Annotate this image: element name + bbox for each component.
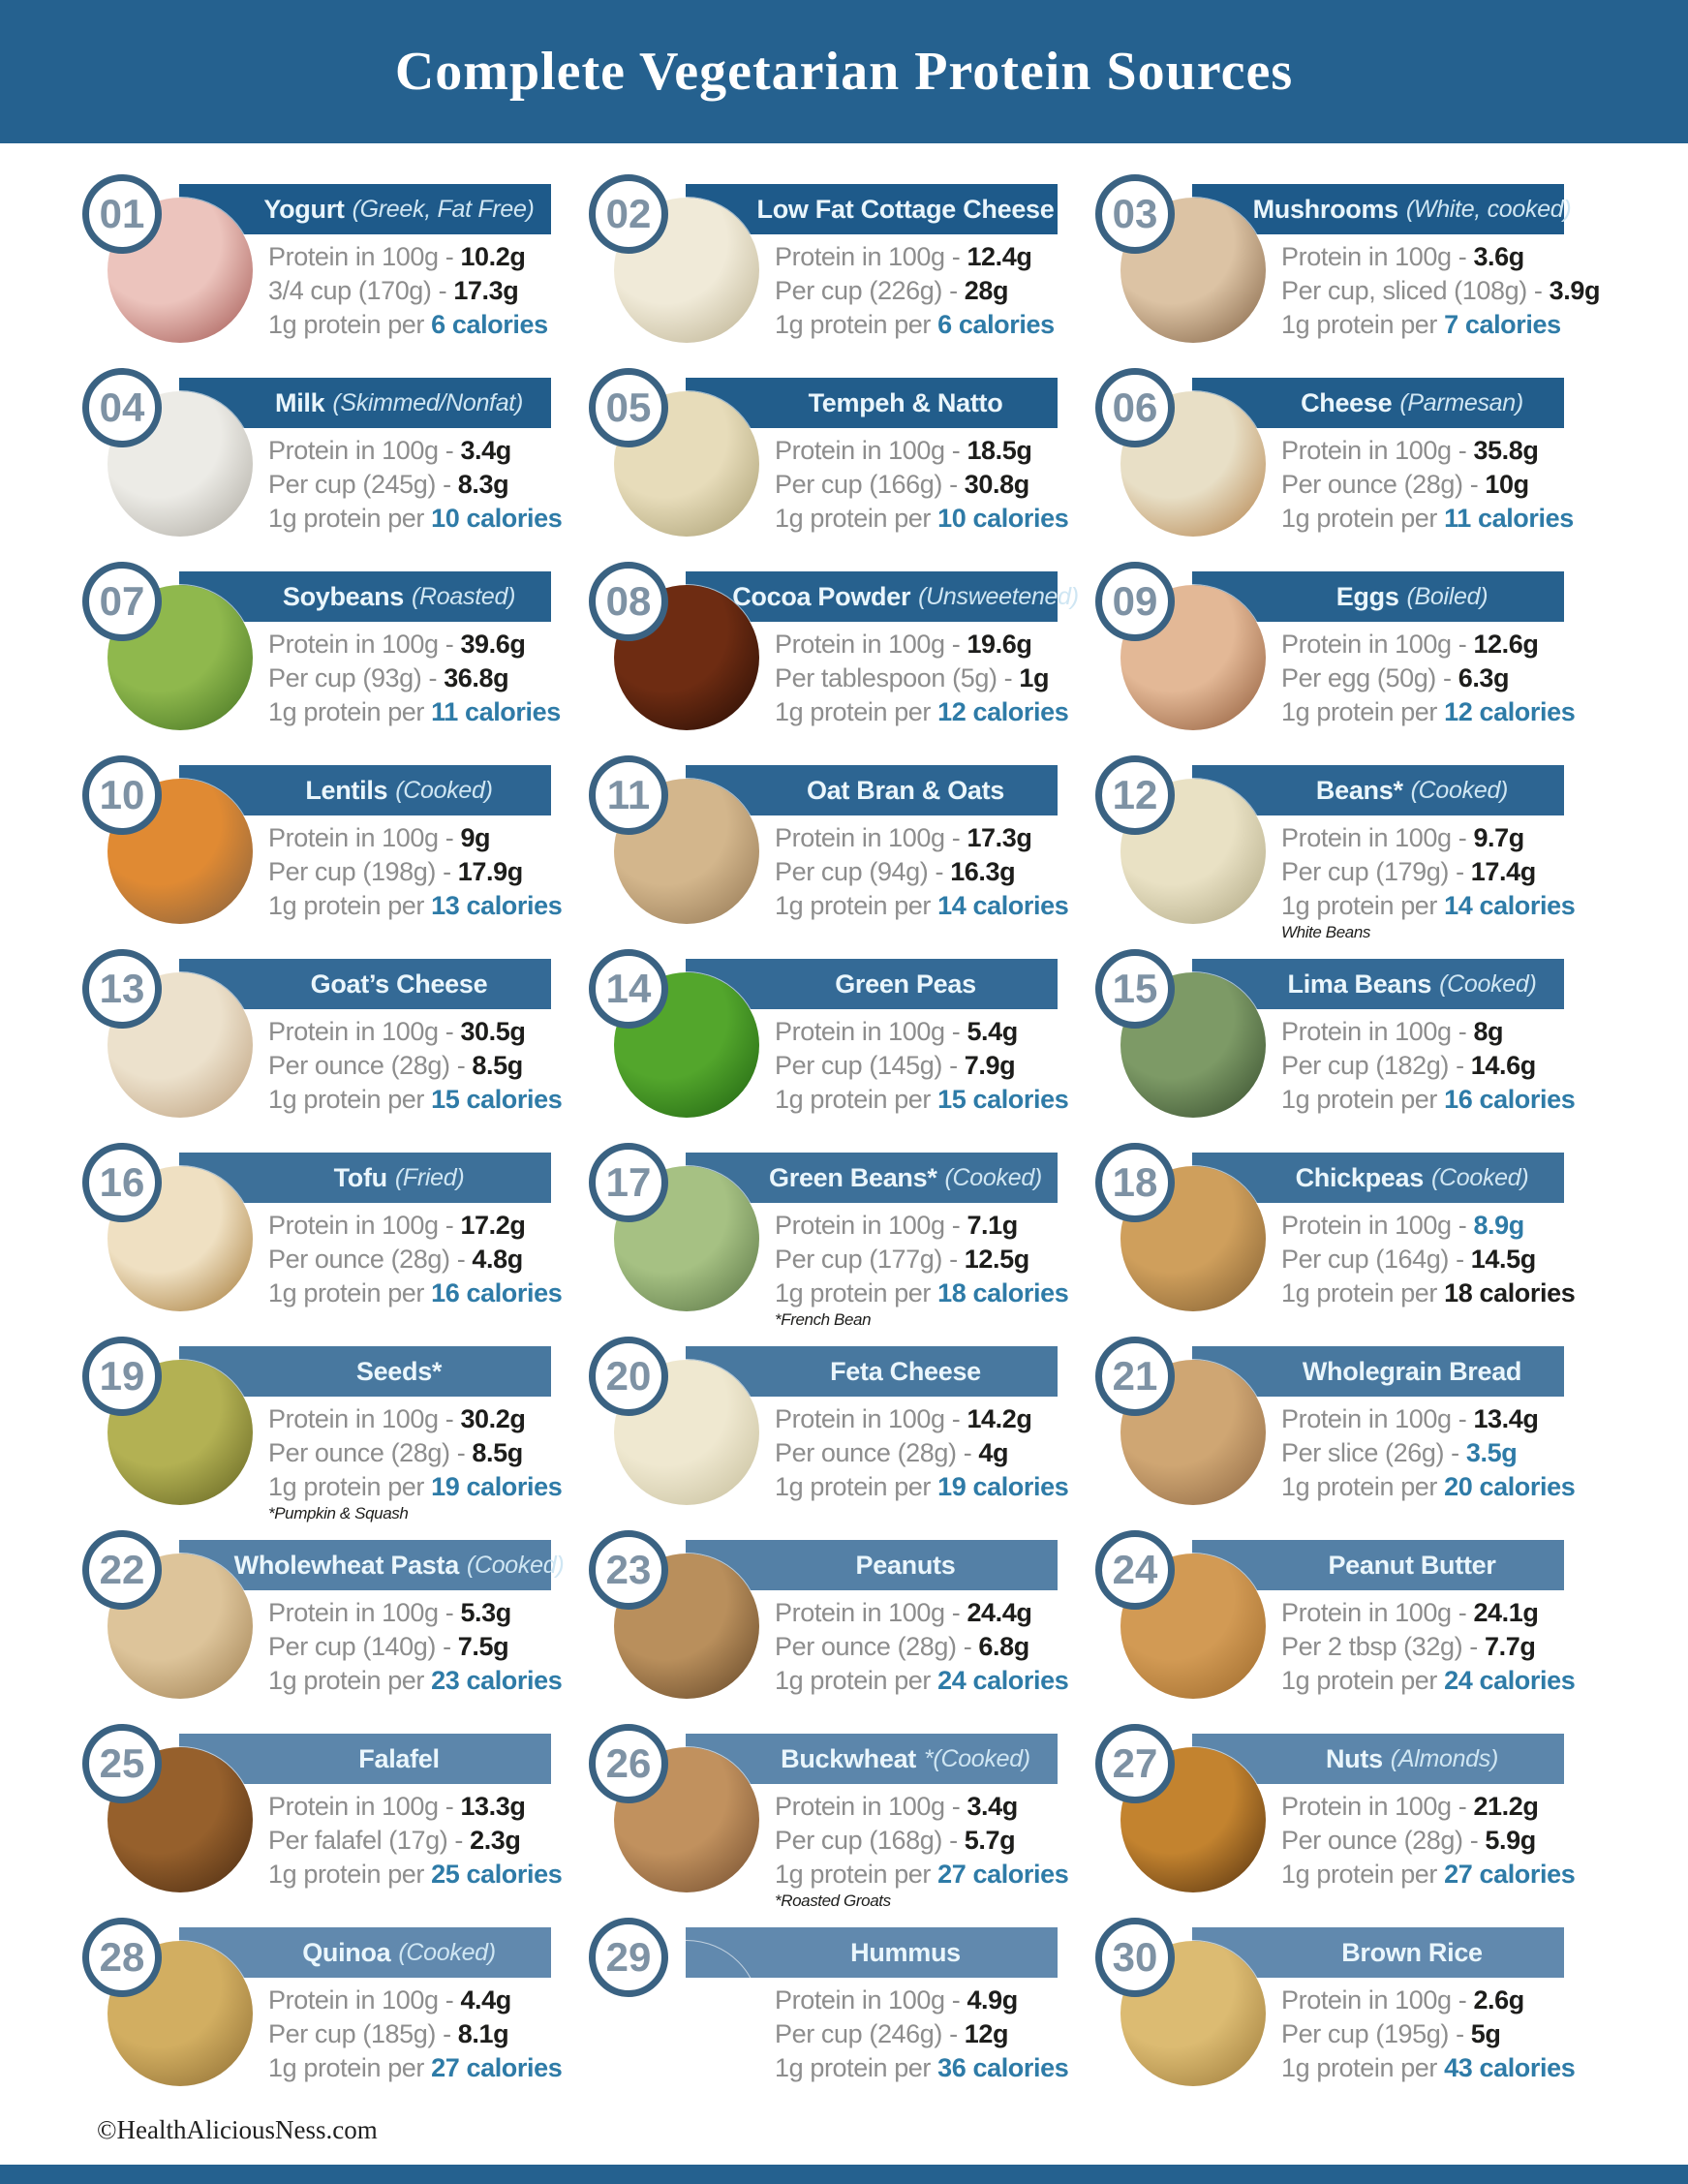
food-name: Soybeans — [282, 581, 405, 611]
protein-per-calories-line: 1g protein per 43 calories — [1281, 2053, 1576, 2082]
protein-per-100g-line: Protein in 100g - 12.4g — [775, 242, 1032, 271]
protein-per-calories-line: 1g protein per 13 calories — [268, 891, 563, 920]
protein-per-serving-line: Per cup (94g) - 16.3g — [775, 857, 1016, 886]
protein-per-serving-line: Per 2 tbsp (32g) - 7.7g — [1281, 1632, 1536, 1661]
protein-source-card — [1095, 368, 1574, 562]
item-stats — [268, 1209, 562, 1310]
protein-per-serving-line: Per falafel (17g) - 2.3g — [268, 1826, 521, 1855]
page-title: Complete Vegetarian Protein Sources — [394, 42, 1294, 102]
food-qualifier: (Almonds) — [1390, 1744, 1499, 1772]
protein-per-serving-line: Per cup (182g) - 14.6g — [1281, 1051, 1536, 1080]
item-stats — [268, 1402, 562, 1523]
item-stats — [775, 1209, 1068, 1330]
protein-source-card — [1095, 949, 1576, 1143]
protein-per-serving-line: Per cup (164g) - 14.5g — [1281, 1245, 1536, 1274]
item-stats — [1281, 1402, 1575, 1504]
rank-number-badge: 11 — [589, 755, 668, 835]
protein-per-calories-line: 1g protein per 15 calories — [775, 1085, 1069, 1114]
protein-per-serving-line: Per ounce (28g) - 8.5g — [268, 1438, 523, 1467]
food-qualifier: (Skimmed/Nonfat) — [332, 388, 523, 416]
food-name: Oat Bran & Oats — [806, 775, 1005, 805]
protein-per-calories-line: 1g protein per 14 calories — [1281, 891, 1576, 920]
protein-per-calories-line: 1g protein per 16 calories — [268, 1278, 563, 1307]
food-qualifier: (Cooked) — [398, 1938, 496, 1966]
protein-per-100g-line: Protein in 100g - 3.6g — [1281, 242, 1524, 271]
protein-source-card — [82, 949, 563, 1143]
protein-source-card — [82, 755, 563, 949]
protein-source-card — [82, 1337, 563, 1530]
food-name: Falafel — [358, 1743, 440, 1773]
protein-per-calories-line: 1g protein per 19 calories — [268, 1472, 563, 1501]
item-footnote: White Beans — [1281, 923, 1370, 941]
item-stats — [1281, 1790, 1575, 1892]
item-stats — [775, 628, 1068, 729]
protein-per-serving-line: Per tablespoon (5g) - 1g — [775, 663, 1050, 692]
protein-source-card — [589, 1724, 1069, 1918]
protein-source-card — [589, 368, 1069, 562]
food-qualifier: (Cooked) — [944, 1163, 1042, 1191]
protein-per-serving-line: Per cup (226g) - 28g — [775, 276, 1009, 305]
food-qualifier: (Boiled) — [1406, 582, 1489, 610]
protein-per-100g-line: Protein in 100g - 13.3g — [268, 1792, 526, 1821]
food-name: Chickpeas — [1295, 1162, 1424, 1192]
protein-source-card — [589, 755, 1069, 949]
protein-source-card — [589, 1143, 1069, 1337]
food-name: Wholewheat Pasta — [233, 1550, 459, 1580]
protein-per-serving-line: Per cup (168g) - 5.7g — [775, 1826, 1016, 1855]
protein-per-calories-line: 1g protein per 10 calories — [268, 504, 563, 533]
protein-source-card — [589, 562, 1079, 755]
rank-number-badge: 02 — [589, 174, 668, 254]
protein-per-100g-line: Protein in 100g - 18.5g — [775, 436, 1032, 465]
rank-number-badge: 29 — [589, 1918, 668, 1997]
protein-per-calories-line: 1g protein per 20 calories — [1281, 1472, 1576, 1501]
item-stats — [1281, 1209, 1575, 1310]
protein-per-serving-line: Per cup (198g) - 17.9g — [268, 857, 523, 886]
protein-source-card — [82, 562, 561, 755]
rank-number-badge: 19 — [82, 1337, 162, 1416]
food-name: Tofu — [333, 1162, 387, 1192]
protein-per-serving-line: Per ounce (28g) - 4.8g — [268, 1245, 523, 1274]
protein-per-calories-line: 1g protein per 15 calories — [268, 1085, 563, 1114]
protein-per-100g-line: Protein in 100g - 3.4g — [775, 1792, 1018, 1821]
rank-number-badge: 13 — [82, 949, 162, 1029]
item-stats — [268, 240, 548, 342]
protein-source-card — [589, 174, 1063, 368]
rank-number-badge: 28 — [82, 1918, 162, 1997]
rank-number-badge: 16 — [82, 1143, 162, 1222]
protein-per-100g-line: Protein in 100g - 17.3g — [775, 823, 1032, 852]
food-name: Green Peas — [835, 969, 976, 999]
protein-per-calories-line: 1g protein per 7 calories — [1281, 310, 1561, 339]
rank-number-badge: 04 — [82, 368, 162, 447]
food-qualifier: (Cooked) — [466, 1551, 565, 1579]
protein-per-serving-line: Per ounce (28g) - 10g — [1281, 470, 1529, 499]
protein-per-100g-line: Protein in 100g - 24.1g — [1281, 1598, 1539, 1627]
rank-number-badge: 06 — [1095, 368, 1175, 447]
rank-number-badge: 10 — [82, 755, 162, 835]
item-stats — [268, 1790, 562, 1892]
food-name: Peanuts — [855, 1550, 956, 1580]
rank-number-badge: 17 — [589, 1143, 668, 1222]
protein-per-100g-line: Protein in 100g - 17.2g — [268, 1211, 526, 1240]
food-name: Quinoa — [302, 1937, 391, 1967]
food-qualifier: (Cooked) — [1430, 1163, 1529, 1191]
food-name: Lentils — [305, 775, 388, 805]
protein-per-100g-line: Protein in 100g - 8.9g — [1281, 1211, 1524, 1240]
protein-per-100g-line: Protein in 100g - 24.4g — [775, 1598, 1032, 1627]
item-stats — [1281, 1015, 1575, 1117]
item-stats — [775, 821, 1068, 923]
protein-per-calories-line: 1g protein per 6 calories — [775, 310, 1055, 339]
item-stats — [775, 240, 1055, 342]
item-stats — [268, 1015, 562, 1117]
protein-per-serving-line: Per cup (140g) - 7.5g — [268, 1632, 509, 1661]
protein-source-card — [82, 1143, 563, 1337]
food-qualifier: (Cooked) — [395, 776, 493, 804]
item-stats — [775, 1402, 1068, 1504]
protein-per-calories-line: 1g protein per 12 calories — [775, 697, 1069, 726]
rank-number-badge: 25 — [82, 1724, 162, 1803]
protein-per-100g-line: Protein in 100g - 10.2g — [268, 242, 526, 271]
food-name: Lima Beans — [1287, 969, 1432, 999]
item-stats — [1281, 1984, 1575, 2085]
protein-per-calories-line: 1g protein per 18 calories — [1281, 1278, 1576, 1307]
food-qualifier: (Greek, Fat Free) — [352, 195, 535, 223]
protein-source-card — [82, 368, 563, 562]
rank-number-badge: 22 — [82, 1530, 162, 1610]
food-name: Low Fat Cottage Cheese — [756, 194, 1055, 224]
protein-per-calories-line: 1g protein per 27 calories — [1281, 1860, 1576, 1889]
protein-per-serving-line: Per cup (195g) - 5g — [1281, 2019, 1501, 2048]
protein-per-serving-line: Per ounce (28g) - 8.5g — [268, 1051, 523, 1080]
food-qualifier: (Cooked) — [1410, 776, 1509, 804]
protein-per-calories-line: 1g protein per 11 calories — [1281, 504, 1574, 533]
protein-per-100g-line: Protein in 100g - 3.4g — [268, 436, 511, 465]
item-stats — [775, 434, 1068, 536]
item-stats — [1281, 240, 1600, 342]
protein-per-calories-line: 1g protein per 18 calories — [775, 1278, 1069, 1307]
protein-source-card — [82, 1918, 563, 2111]
item-footnote: *French Bean — [775, 1310, 872, 1329]
protein-per-100g-line: Protein in 100g - 14.2g — [775, 1404, 1032, 1433]
protein-per-calories-line: 1g protein per 10 calories — [775, 504, 1069, 533]
protein-per-serving-line: Per cup (185g) - 8.1g — [268, 2019, 509, 2048]
protein-per-serving-line: Per cup (179g) - 17.4g — [1281, 857, 1536, 886]
protein-per-serving-line: Per cup (145g) - 7.9g — [775, 1051, 1016, 1080]
items-grid — [0, 143, 1688, 2111]
protein-per-serving-line: Per egg (50g) - 6.3g — [1281, 663, 1510, 692]
item-footnote: *Pumpkin & Squash — [268, 1504, 409, 1523]
protein-per-calories-line: 1g protein per 24 calories — [1281, 1666, 1576, 1695]
copyright-text: ©HealthAliciousNess.com — [97, 2115, 378, 2144]
protein-per-calories-line: 1g protein per 19 calories — [775, 1472, 1069, 1501]
rank-number-badge: 01 — [82, 174, 162, 254]
protein-source-card — [1095, 1918, 1576, 2111]
protein-per-100g-line: Protein in 100g - 30.5g — [268, 1017, 526, 1046]
protein-per-100g-line: Protein in 100g - 19.6g — [775, 630, 1032, 659]
food-qualifier: (Unsweetened) — [918, 582, 1079, 610]
protein-per-calories-line: 1g protein per 27 calories — [775, 1860, 1069, 1889]
rank-number-badge: 26 — [589, 1724, 668, 1803]
protein-source-card — [1095, 1143, 1576, 1337]
food-name: Mushrooms — [1252, 194, 1398, 224]
protein-per-serving-line: Per ounce (28g) - 4g — [775, 1438, 1009, 1467]
protein-per-serving-line: Per cup, sliced (108g) - 3.9g — [1281, 276, 1601, 305]
protein-per-serving-line: Per ounce (28g) - 6.8g — [775, 1632, 1029, 1661]
food-qualifier: *(Cooked) — [923, 1744, 1030, 1772]
protein-per-100g-line: Protein in 100g - 9g — [268, 823, 491, 852]
food-name: Yogurt — [263, 194, 345, 224]
rank-number-badge: 27 — [1095, 1724, 1175, 1803]
protein-per-100g-line: Protein in 100g - 21.2g — [1281, 1792, 1539, 1821]
protein-source-card — [1095, 755, 1576, 949]
protein-source-card — [82, 1530, 565, 1724]
item-stats — [1281, 821, 1575, 942]
protein-per-serving-line: 3/4 cup (170g) - 17.3g — [268, 276, 519, 305]
rank-number-badge: 03 — [1095, 174, 1175, 254]
protein-per-calories-line: 1g protein per 12 calories — [1281, 697, 1576, 726]
rank-number-badge: 30 — [1095, 1918, 1175, 1997]
protein-per-serving-line: Per cup (177g) - 12.5g — [775, 1245, 1029, 1274]
protein-per-calories-line: 1g protein per 16 calories — [1281, 1085, 1576, 1114]
protein-per-100g-line: Protein in 100g - 5.4g — [775, 1017, 1018, 1046]
protein-source-card — [1095, 562, 1576, 755]
protein-source-card — [1095, 174, 1601, 368]
food-name: Feta Cheese — [830, 1356, 981, 1386]
protein-per-calories-line: 1g protein per 24 calories — [775, 1666, 1069, 1695]
protein-per-serving-line: Per slice (26g) - 3.5g — [1281, 1438, 1518, 1467]
protein-per-100g-line: Protein in 100g - 5.3g — [268, 1598, 511, 1627]
protein-source-card — [82, 1724, 563, 1918]
rank-number-badge: 09 — [1095, 562, 1175, 641]
rank-number-badge: 08 — [589, 562, 668, 641]
item-stats — [1281, 1596, 1575, 1698]
food-name: Buckwheat — [781, 1743, 916, 1773]
protein-per-100g-line: Protein in 100g - 7.1g — [775, 1211, 1018, 1240]
protein-source-card — [589, 949, 1069, 1143]
item-stats — [775, 1596, 1068, 1698]
rank-number-badge: 07 — [82, 562, 162, 641]
bottom-band — [0, 2165, 1688, 2184]
rank-number-badge: 15 — [1095, 949, 1175, 1029]
protein-per-calories-line: 1g protein per 14 calories — [775, 891, 1069, 920]
protein-per-serving-line: Per cup (166g) - 30.8g — [775, 470, 1029, 499]
food-qualifier: (White, cooked) — [1405, 195, 1572, 223]
rank-number-badge: 12 — [1095, 755, 1175, 835]
protein-source-card — [589, 1530, 1069, 1724]
rank-number-badge: 21 — [1095, 1337, 1175, 1416]
protein-source-card — [1095, 1724, 1576, 1918]
food-name: Peanut Butter — [1328, 1550, 1496, 1580]
item-footnote: *Roasted Groats — [775, 1892, 891, 1910]
protein-per-serving-line: Per cup (246g) - 12g — [775, 2019, 1009, 2048]
protein-source-card — [82, 174, 557, 368]
protein-per-100g-line: Protein in 100g - 13.4g — [1281, 1404, 1539, 1433]
rank-number-badge: 14 — [589, 949, 668, 1029]
food-name: Cheese — [1301, 387, 1393, 417]
protein-source-card — [589, 1918, 1069, 2111]
food-name: Beans* — [1315, 775, 1403, 805]
item-stats — [775, 1015, 1068, 1117]
protein-per-calories-line: 1g protein per 6 calories — [268, 310, 548, 339]
food-name: Nuts — [1325, 1743, 1383, 1773]
food-name: Hummus — [850, 1937, 961, 1967]
protein-per-calories-line: 1g protein per 11 calories — [268, 697, 561, 726]
protein-per-calories-line: 1g protein per 36 calories — [775, 2053, 1069, 2082]
food-name: Eggs — [1335, 581, 1399, 611]
item-stats — [775, 1790, 1068, 1911]
item-stats — [268, 434, 562, 536]
protein-source-card — [1095, 1530, 1576, 1724]
title-band — [0, 0, 1688, 143]
item-stats — [268, 1984, 562, 2085]
food-name: Seeds* — [355, 1356, 443, 1386]
item-stats — [1281, 434, 1574, 536]
rank-number-badge: 20 — [589, 1337, 668, 1416]
protein-per-calories-line: 1g protein per 23 calories — [268, 1666, 563, 1695]
protein-per-100g-line: Protein in 100g - 9.7g — [1281, 823, 1524, 852]
food-name: Tempeh & Natto — [808, 387, 1003, 417]
food-name: Cocoa Powder — [732, 581, 911, 611]
food-name: Wholegrain Bread — [1302, 1356, 1522, 1386]
protein-per-calories-line: 1g protein per 25 calories — [268, 1860, 563, 1889]
protein-per-serving-line: Per ounce (28g) - 5.9g — [1281, 1826, 1536, 1855]
protein-per-100g-line: Protein in 100g - 4.4g — [268, 1985, 511, 2015]
protein-per-100g-line: Protein in 100g - 12.6g — [1281, 630, 1539, 659]
food-qualifier: (Roasted) — [412, 582, 516, 610]
protein-per-serving-line: Per cup (245g) - 8.3g — [268, 470, 509, 499]
protein-per-calories-line: 1g protein per 27 calories — [268, 2053, 563, 2082]
item-stats — [268, 1596, 562, 1698]
protein-per-100g-line: Protein in 100g - 4.9g — [775, 1985, 1018, 2015]
food-qualifier: (Fried) — [394, 1163, 465, 1191]
protein-per-serving-line: Per cup (93g) - 36.8g — [268, 663, 509, 692]
rank-number-badge: 24 — [1095, 1530, 1175, 1610]
item-stats — [1281, 628, 1575, 729]
item-stats — [268, 628, 561, 729]
rank-number-badge: 18 — [1095, 1143, 1175, 1222]
food-qualifier: (Parmesan) — [1399, 388, 1523, 416]
food-name: Goat’s Cheese — [310, 969, 488, 999]
protein-per-100g-line: Protein in 100g - 8g — [1281, 1017, 1504, 1046]
food-qualifier: (Cooked) — [1439, 969, 1537, 998]
food-name: Brown Rice — [1341, 1937, 1483, 1967]
rank-number-badge: 05 — [589, 368, 668, 447]
protein-per-100g-line: Protein in 100g - 2.6g — [1281, 1985, 1524, 2015]
item-stats — [268, 821, 562, 923]
food-name: Green Beans* — [769, 1162, 937, 1192]
rank-number-badge: 23 — [589, 1530, 668, 1610]
protein-per-100g-line: Protein in 100g - 30.2g — [268, 1404, 526, 1433]
food-name: Milk — [275, 387, 325, 417]
protein-per-100g-line: Protein in 100g - 35.8g — [1281, 436, 1539, 465]
protein-source-card — [589, 1337, 1069, 1530]
protein-per-100g-line: Protein in 100g - 39.6g — [268, 630, 526, 659]
item-stats — [775, 1984, 1068, 2085]
protein-source-card — [1095, 1337, 1576, 1530]
